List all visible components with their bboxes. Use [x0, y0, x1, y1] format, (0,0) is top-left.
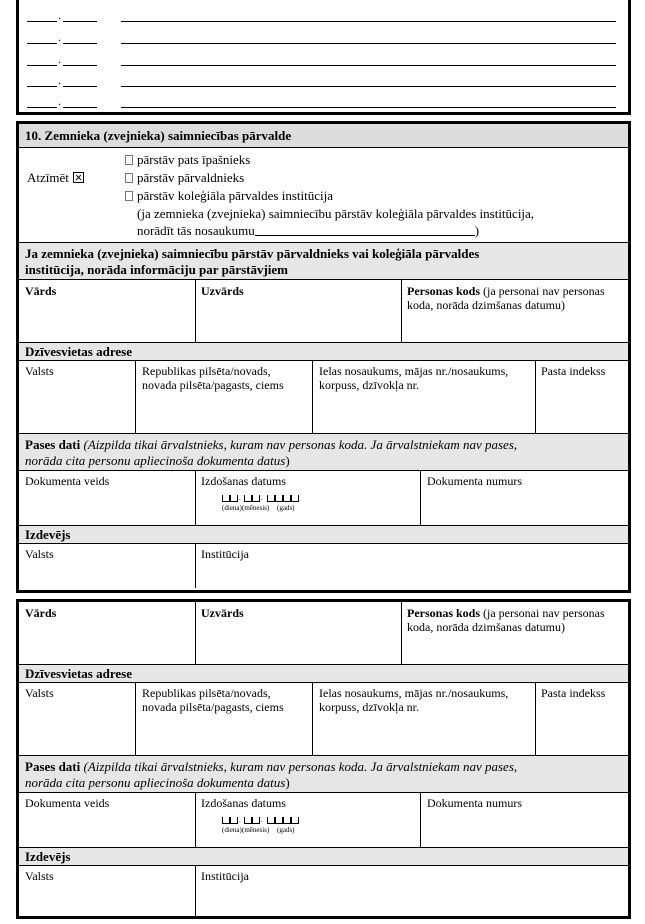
address-row — [19, 361, 628, 434]
name-row — [19, 602, 628, 665]
list-row[interactable] — [27, 94, 627, 112]
postal-label: Pasta indekss — [541, 364, 606, 378]
issue-date-input[interactable]: . . (diena) (mēnesis) (gads) — [222, 495, 382, 517]
first-name-input[interactable] — [19, 280, 195, 342]
mark-label: Atzīmēt — [27, 170, 84, 185]
section-10-title: 10. Zemnieka (zvejnieka) saimniecības pārvalde — [25, 128, 292, 143]
personal-code-label: Personas kods (ja personai nav personas koda, norāda dzimšanas datumu) — [407, 284, 605, 312]
list-dot: . — [58, 30, 61, 44]
doc-number-label: Dokumenta numurs — [427, 796, 522, 810]
year-label: (gads) — [277, 826, 295, 834]
month-label: (mēnesis) — [242, 504, 270, 512]
list-row[interactable] — [27, 52, 627, 70]
representatives-header — [19, 243, 628, 280]
passport-header — [19, 434, 628, 471]
reps-header-line: Ja zemnieka (zvejnieka) saimniecību pārstāv pārvaldnieks vai koleģiāla pārvaldes — [25, 246, 480, 261]
list-block — [16, 0, 631, 115]
postal-input[interactable] — [536, 701, 628, 755]
postal-label: Pasta indekss — [541, 686, 606, 700]
last-name-input[interactable] — [196, 280, 401, 342]
first-name-input[interactable] — [19, 602, 195, 664]
collegial-note: (ja zemnieka (zvejnieka) saimniecību pārstāv koleģiāla pārvaldes institūcija, — [137, 206, 535, 221]
issue-date-label: Izdošanas datums — [201, 796, 286, 810]
last-name-label: Uzvārds — [201, 606, 244, 620]
doc-number-input[interactable] — [421, 811, 628, 847]
personal-code-input[interactable] — [402, 602, 628, 664]
institution-label: Institūcija — [201, 869, 249, 883]
passport-title-cont: norāda cita personu apliecinoša dokumenta datus) — [25, 453, 290, 468]
passport-title-cont: norāda cita personu apliecinoša dokumenta datus) — [25, 775, 290, 790]
issuer-header — [19, 526, 628, 544]
first-name-label: Vārds — [25, 606, 57, 620]
last-name-input[interactable] — [196, 602, 401, 664]
last-name-label: Uzvārds — [201, 284, 244, 298]
address-row — [19, 683, 628, 756]
doc-type-label: Dokumenta veids — [25, 796, 110, 810]
list-row[interactable] — [27, 8, 627, 26]
street-label: Ielas nosaukums, mājas nr./nosaukums, korpuss, dzīvokļa nr. — [319, 686, 509, 714]
personal-code-label: Personas kods (ja personai nav personas koda, norāda dzimšanas datumu) — [407, 606, 605, 634]
municipality-input[interactable] — [136, 715, 312, 755]
residence-header — [19, 665, 628, 683]
issue-date-label: Izdošanas datums — [201, 474, 286, 488]
section-10-title-bar — [19, 124, 628, 148]
first-name-label: Vārds — [25, 284, 57, 298]
passport-title: Pases dati (Aizpilda tikai ārvalstnieks, kuram nav personas koda. Ja ārvalstniekam nav pases, — [25, 437, 518, 452]
issuer-country-label: Valsts — [25, 869, 54, 883]
option-manager[interactable]: pārstāv pārvaldnieks — [125, 170, 244, 185]
checkbox-icon[interactable] — [125, 191, 133, 201]
checkbox-icon[interactable] — [125, 173, 133, 183]
municipality-label: Republikas pilsēta/novads, novada pilsēta/pagasts, ciems — [142, 686, 284, 714]
issuer-title: Izdevējs — [25, 527, 71, 542]
list-dot: . — [58, 8, 61, 22]
residence-title: Dzīvesvietas adrese — [25, 344, 132, 359]
checkbox-icon[interactable] — [125, 155, 133, 165]
passport-header — [19, 756, 628, 793]
issuer-row — [19, 544, 628, 588]
name-row — [19, 280, 628, 343]
postal-input[interactable] — [536, 379, 628, 433]
reps-header-line: institūcija, norāda informāciju par pārstāvjiem — [25, 262, 288, 277]
year-label: (gads) — [277, 504, 295, 512]
list-dot: . — [58, 52, 61, 66]
issue-date-input[interactable]: . . (diena) (mēnesis) (gads) — [222, 817, 382, 839]
doc-type-input[interactable] — [19, 811, 195, 847]
country-input[interactable] — [19, 683, 135, 755]
residence-title: Dzīvesvietas adrese — [25, 666, 132, 681]
institution-label: Institūcija — [201, 547, 249, 561]
residence-header — [19, 343, 628, 361]
municipality-input[interactable] — [136, 393, 312, 433]
day-label: (diena) — [222, 826, 242, 834]
representative-1 — [19, 280, 628, 590]
issuer-country-label: Valsts — [25, 547, 54, 561]
document-row — [19, 793, 628, 848]
issuer-header — [19, 848, 628, 866]
doc-number-label: Dokumenta numurs — [427, 474, 522, 488]
option-collegial-body[interactable]: pārstāv koleģiāla pārvaldes institūcija — [125, 188, 333, 203]
doc-type-input[interactable] — [19, 489, 195, 525]
country-label: Valsts — [25, 686, 54, 700]
option-owner[interactable]: pārstāv pats īpašnieks — [125, 152, 250, 167]
management-options — [19, 148, 628, 243]
street-label: Ielas nosaukums, mājas nr./nosaukums, korpuss, dzīvokļa nr. — [319, 364, 509, 392]
checked-box-icon — [73, 172, 84, 183]
doc-type-label: Dokumenta veids — [25, 474, 110, 488]
list-row[interactable] — [27, 30, 627, 48]
institution-input[interactable] — [196, 866, 628, 916]
issuer-country-input[interactable] — [19, 866, 195, 916]
collegial-name-field[interactable]: norādīt tās nosaukumu ) — [137, 223, 480, 238]
list-dot: . — [58, 73, 61, 87]
street-input[interactable] — [313, 393, 535, 433]
street-input[interactable] — [313, 715, 535, 755]
personal-code-input[interactable] — [402, 280, 628, 342]
list-dot: . — [58, 94, 61, 108]
representative-2 — [16, 599, 631, 919]
doc-number-input[interactable] — [421, 489, 628, 525]
day-label: (diena) — [222, 504, 242, 512]
issuer-title: Izdevējs — [25, 849, 71, 864]
issuer-country-input[interactable] — [19, 544, 195, 588]
list-row[interactable] — [27, 73, 627, 91]
passport-title: Pases dati (Aizpilda tikai ārvalstnieks, kuram nav personas koda. Ja ārvalstniekam nav pases, — [25, 759, 518, 774]
issuer-row — [19, 866, 628, 916]
municipality-label: Republikas pilsēta/novads, novada pilsēta/pagasts, ciems — [142, 364, 284, 392]
country-input[interactable] — [19, 361, 135, 433]
institution-input[interactable] — [196, 544, 628, 588]
section-10 — [16, 121, 631, 593]
country-label: Valsts — [25, 364, 54, 378]
document-row — [19, 471, 628, 526]
month-label: (mēnesis) — [242, 826, 270, 834]
